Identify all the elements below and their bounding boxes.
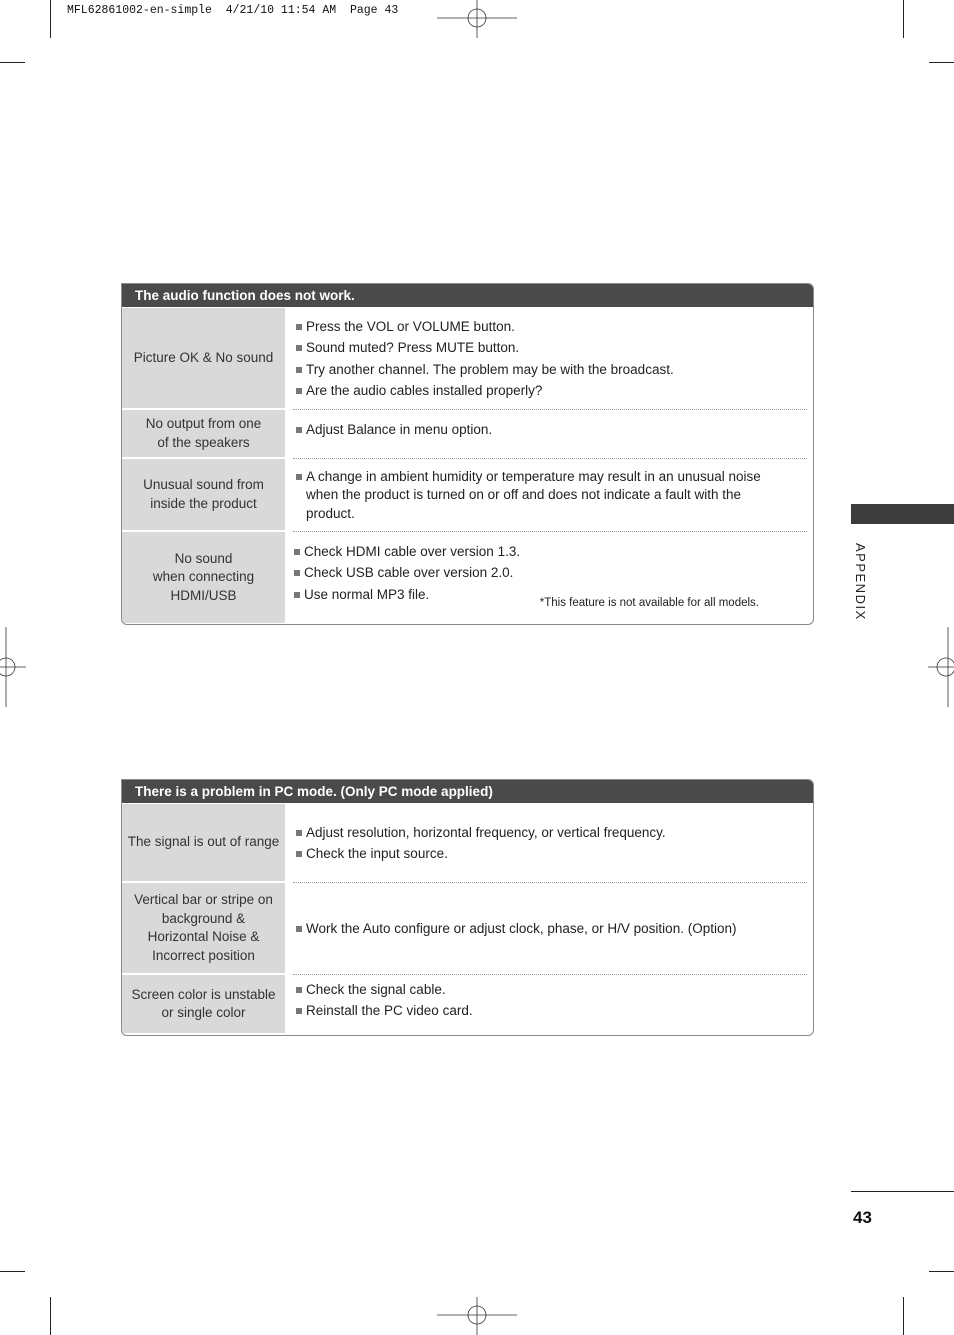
solution-item: Check HDMI cable over version 1.3. (292, 543, 813, 562)
solution-item: Work the Auto configure or adjust clock, phase, or H/V position. (Option) (294, 920, 813, 939)
solution-cell (285, 410, 813, 459)
crop-mark (0, 62, 25, 63)
crop-mark (0, 1271, 25, 1272)
cause-text: inside the product (150, 495, 257, 511)
solution-item: Try another channel. The problem may be with the broadcast. (294, 361, 813, 380)
solution-item: Adjust Balance in menu option. (294, 421, 813, 440)
cause-cell (122, 975, 285, 1033)
cause-text: background & (161, 910, 246, 926)
cause-text: Incorrect position (152, 947, 255, 963)
table-row (122, 804, 813, 883)
solution-item: Are the audio cables installed properly? (294, 382, 813, 401)
solution-item: Check USB cable over version 2.0. (292, 564, 813, 583)
cause-cell (122, 308, 285, 410)
cause-cell (122, 459, 285, 532)
registration-mark-icon (437, 1297, 517, 1335)
section-label: APPENDIX (853, 543, 868, 621)
cause-text: or single color (161, 1005, 246, 1020)
cause-text: Screen color is unstable (131, 986, 276, 1002)
solution-cell (285, 804, 813, 883)
cause-text: of the speakers (157, 434, 250, 450)
cause-cell (122, 883, 285, 975)
solution-cell (285, 532, 813, 623)
table-row (122, 308, 813, 410)
pc-table-title: There is a problem in PC mode. (Only PC mode applied) (122, 780, 813, 804)
crop-mark (903, 0, 904, 38)
audio-troubleshooting-table (121, 283, 814, 625)
solution-item: Use normal MP3 file. (292, 586, 813, 605)
cause-text: HDMI/USB (170, 587, 237, 603)
cause-text: No sound (174, 550, 233, 566)
cause-cell (122, 804, 285, 883)
registration-mark-icon (0, 627, 26, 707)
table-row (122, 459, 813, 532)
page-number-rule (851, 1191, 954, 1192)
crop-mark (50, 0, 51, 38)
table-row (122, 883, 813, 975)
solution-item: Press the VOL or VOLUME button. (294, 318, 813, 337)
solution-item: Check the input source. (294, 845, 813, 864)
cause-cell (122, 532, 285, 623)
availability-note: *This feature is not available for all models. (539, 597, 759, 609)
solution-cell (285, 883, 813, 975)
solution-cell (285, 308, 813, 410)
pc-mode-troubleshooting-table (121, 779, 814, 1036)
cause-text: when connecting (152, 569, 255, 585)
table-row (122, 532, 813, 623)
crop-mark (50, 1297, 51, 1335)
solution-item: Sound muted? Press MUTE button. (294, 339, 813, 358)
cause-cell (122, 410, 285, 459)
table-row (122, 410, 813, 459)
cause-text: No output from one (145, 416, 262, 431)
solution-cell (285, 975, 813, 1033)
audio-table-title: The audio function does not work. (122, 284, 813, 308)
crop-mark (929, 1271, 954, 1272)
table-row (122, 975, 813, 1033)
registration-mark-icon (437, 0, 517, 38)
crop-mark (929, 62, 954, 63)
solution-item: Reinstall the PC video card. (294, 1002, 813, 1021)
cause-text: Picture OK & No sound (133, 349, 274, 365)
print-header: MFL62861002-en-simple 4/21/10 11:54 AM Page 43 (67, 4, 399, 17)
cause-text: Unusual sound from (143, 477, 264, 492)
cause-text: Horizontal Noise & (147, 929, 260, 944)
section-tab-marker (851, 504, 954, 524)
crop-mark (903, 1297, 904, 1335)
solution-cell (285, 459, 813, 532)
solution-item: Adjust resolution, horizontal frequency, or vertical frequency. (294, 824, 813, 843)
page-number: 43 (853, 1208, 872, 1227)
cause-text: Vertical bar or stripe on (134, 892, 273, 907)
solution-item: Check the signal cable. (294, 981, 813, 1000)
cause-text: The signal is out of range (127, 834, 280, 850)
solution-item: A change in ambient humidity or temperature may result in an unusual noise when the product is turned on or off and does not indicate a fault with the product. (294, 468, 813, 524)
registration-mark-icon (928, 627, 954, 707)
